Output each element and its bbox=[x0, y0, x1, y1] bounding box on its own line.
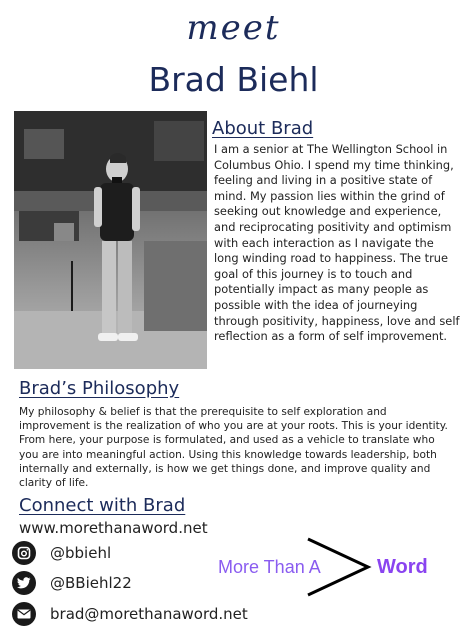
connect-heading: Connect with Brad bbox=[19, 495, 186, 516]
more-than-a-word-logo bbox=[218, 537, 448, 597]
contact-instagram[interactable] bbox=[12, 540, 111, 566]
twitter-icon bbox=[12, 571, 36, 595]
email-icon bbox=[12, 602, 36, 626]
profile-photo bbox=[14, 111, 207, 369]
twitter-handle: @BBiehl22 bbox=[50, 574, 132, 592]
about-heading: About Brad bbox=[212, 118, 314, 139]
website-link[interactable]: www.morethanaword.net bbox=[19, 519, 208, 537]
philosophy-paragraph: My philosophy & belief is that the prerequisite to self exploration and improvement is the realization of who you are at your roots. This is your identity. From here, your purpose is formulated, and used as a vehicle to translate who you are into meaningful action. Using this knowledge towards leadership, both internally and externally, is how we get things done, and improve quality and clarity of life. bbox=[19, 406, 448, 490]
philosophy-heading: Brad’s Philosophy bbox=[19, 378, 180, 399]
logo-text-right: Word bbox=[377, 556, 428, 578]
contact-twitter[interactable] bbox=[12, 570, 132, 596]
instagram-icon bbox=[12, 541, 36, 565]
logo-text-left: More Than A bbox=[218, 557, 321, 577]
person-name: Brad Biehl bbox=[148, 60, 319, 99]
meet-heading: meet bbox=[186, 8, 281, 48]
greater-than-icon bbox=[304, 537, 374, 597]
instagram-handle: @bbiehl bbox=[50, 544, 112, 562]
contact-email[interactable] bbox=[12, 601, 248, 627]
about-paragraph: I am a senior at The Wellington School in Columbus Ohio. I spend my time thinking, feeling and living in a positive state of mind. My passion lies within the grind of seeking out knowledge and experience, and reciprocating positivity and optimism with each interaction as I navigate the long winding road to happiness. The true goal of this journey is to touch and potentially impact as many people as possible with the idea of journeying through positivity, happiness, love and self reflection as a form of self improvement. bbox=[214, 142, 460, 344]
email-address: brad@morethanaword.net bbox=[50, 605, 248, 623]
